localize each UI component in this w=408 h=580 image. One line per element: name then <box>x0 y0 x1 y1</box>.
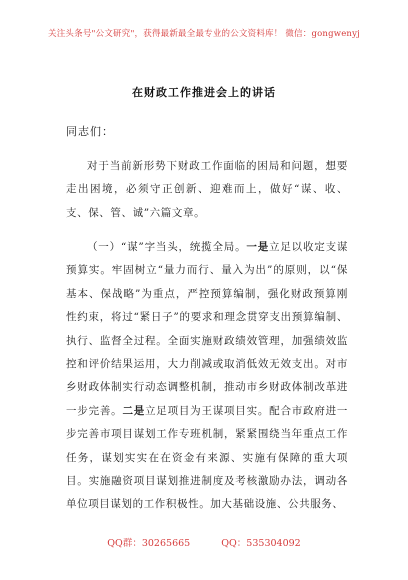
point-1-label: 一是 <box>246 241 270 253</box>
header-banner: 关注头条号"公文研究"，获得最新最全最专业的公文资料库！ 微信：gongwenyj <box>48 29 360 39</box>
point-2-label: 二是 <box>122 404 146 417</box>
point-1-text: 立足以收定支谋预算实。牢固树立“量力而行、量入为出”的原则，以“保基本、保战略”为重点，严控预算编制，强化财政预算刚性约束，将过“紧日子”的要求和理念贯穿支出预算编制、执行、监督全过程。全面实施财政绩效管理，加强绩效监控和评价结果运用，大力削减或取消低效无效支出。对市乡财政体制实行动态调整机制，推动市乡财政体制改革进一步完善。 <box>66 241 348 417</box>
document-title: 在财政工作推进会上的讲话 <box>132 86 276 99</box>
footer-qq-group: QQ群：30265665 <box>107 538 191 549</box>
intro-paragraph: 对于当前新形势下财政工作面临的困局和问题，想要走出困境，必须守正创新、迎难而上，做好“谋、收、支、保、管、诚”六篇文章。 <box>66 160 348 219</box>
section-1-heading: （一）“谋”字当头，统揽全局。 <box>87 241 247 253</box>
salutation: 同志们： <box>66 125 114 138</box>
footer-contact <box>0 535 408 549</box>
footer-qq: QQ：535304092 <box>221 538 301 549</box>
section-1-paragraph <box>66 236 348 517</box>
point-2-text: 立足项目为王谋项目实。配合市政府进一步完善市项目谋划工作专班机制，紧紧围绕当年重点工作任务，谋划实实在在资金有来源、实施有保障的重大项目。实施融资项目谋划推进制度及考核激励办法，调动各单位项目谋划的工作积极性。加大基础设施、公共服务、 <box>66 404 348 511</box>
